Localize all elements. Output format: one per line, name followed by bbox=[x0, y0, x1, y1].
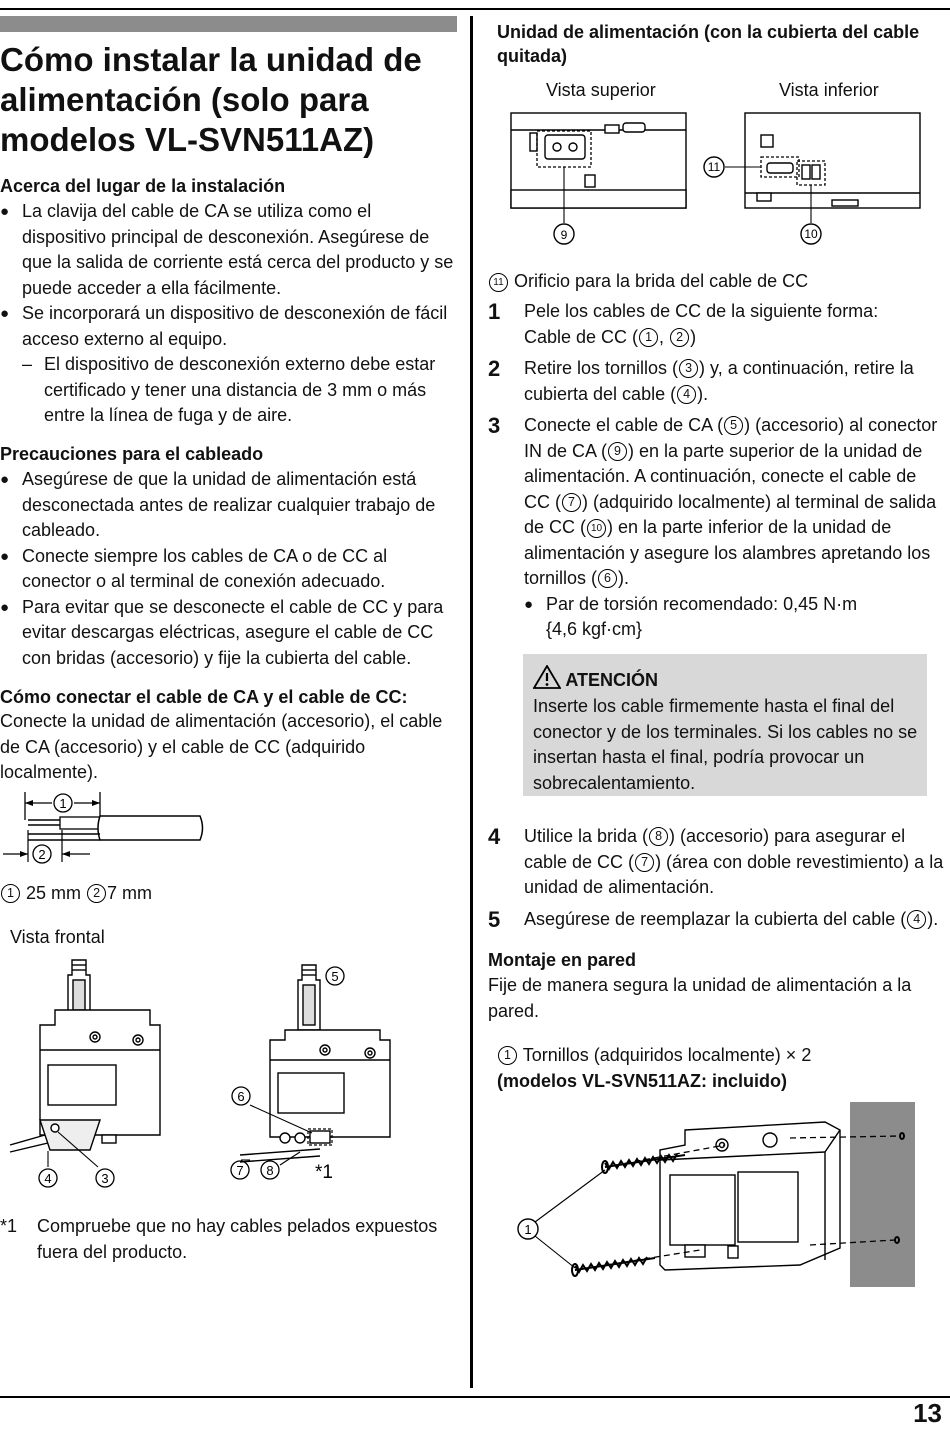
footnote bbox=[0, 1214, 455, 1265]
column-divider bbox=[470, 16, 473, 1388]
step-1: 1 Pele los cables de CC de la siguiente forma: Cable de CC ( 1 , 2 ) bbox=[488, 299, 879, 347]
screws-legend: 1 Tornillos (adquiridos localmente) × 2 bbox=[497, 1043, 811, 1069]
svg-text:11: 11 bbox=[707, 160, 721, 174]
top-rule bbox=[0, 8, 950, 10]
caution-title-text: ATENCIÓN bbox=[565, 670, 659, 690]
hole-legend-text: Orificio para la brida del cable de CC bbox=[514, 271, 809, 291]
front-view-illustration bbox=[0, 955, 465, 1195]
wiring-heading: Precauciones para el cableado bbox=[0, 444, 264, 464]
step-2-text-a: Retire los tornillos ( bbox=[524, 358, 679, 378]
svg-text:10: 10 bbox=[804, 227, 818, 241]
step-3-text-d: ) (adquirido localmente) al terminal de salida de CC ( bbox=[524, 491, 937, 537]
installation-bullet-2: ● Se incorporará un dispositivo de desconexión de fácil acceso externo al equipo. bbox=[0, 301, 455, 352]
svg-text:9: 9 bbox=[560, 228, 568, 242]
header-bar bbox=[0, 16, 457, 32]
power-unit-heading-text: Unidad de alimentación (con la cubierta del cable quitada) bbox=[497, 22, 920, 66]
wall-mount-illustration bbox=[510, 1100, 925, 1290]
page-number: 13 bbox=[913, 1398, 942, 1428]
wiring-bullet-3: ● Para evitar que se desconecte el cable de CC y para evitar descargas eléctricas, asegure el cable de CC con bridas (accesorio) y fije la cubierta del cable. bbox=[0, 595, 455, 672]
connect-heading: Cómo conectar el cable de CA y el cable de CC: bbox=[0, 687, 408, 707]
step-4-text-a: Utilice la brida ( bbox=[524, 826, 649, 846]
svg-text:6: 6 bbox=[237, 1089, 245, 1104]
wiring-section bbox=[0, 442, 455, 671]
svg-text:3: 3 bbox=[101, 1171, 109, 1186]
stripped-wire-diagram bbox=[0, 790, 215, 865]
step-3-text-a: Conecte el cable de CA ( bbox=[524, 415, 724, 435]
connect-section bbox=[0, 685, 455, 786]
wall-mount-heading: Montaje en pared bbox=[488, 950, 637, 970]
footnote-mark: *1 bbox=[0, 1216, 18, 1236]
step-2-text-b: ) y, a continuación, retire la cubierta del cable ( bbox=[524, 358, 914, 404]
caution-text: Inserte los cable firmemente hasta el final del conector y de los terminales. Si los cables no se insertan hasta el final, podría provocar un sobrecalentamiento. bbox=[533, 696, 918, 793]
step-5-text: Asegúrese de reemplazar la cubierta del cable ( bbox=[524, 908, 907, 929]
step-4: 4 Utilice la brida ( 8 ) (accesorio) para asegurar el cable de CC ( 7 ) (área con doble revestimiento) a la unidad de alimentación. bbox=[488, 824, 944, 897]
wall-mount-section bbox=[488, 948, 938, 1024]
wiring-bullet-2: ● Conecte siempre los cables de CA o de CC al conector o al terminal de conexión adecuado. bbox=[0, 544, 455, 595]
footnote-marker-in-figure: *1 bbox=[315, 1162, 333, 1183]
svg-text:8: 8 bbox=[266, 1163, 274, 1178]
screws-text: Tornillos (adquiridos localmente) × 2 bbox=[522, 1045, 812, 1065]
footnote-text: Compruebe que no hay cables pelados expuestos fuera del producto. bbox=[37, 1216, 438, 1262]
power-unit-heading bbox=[497, 20, 937, 68]
caution-title bbox=[533, 662, 658, 691]
svg-text:7: 7 bbox=[236, 1163, 244, 1178]
connect-text: Conecte la unidad de alimentación (accesorio), el cable de CA (accesorio) y el cable de CC (adquirido localmente). bbox=[0, 711, 443, 782]
step-3-text-c: ) en la parte superior de la unidad de alimentación. A continuación, conecte el cable de CC ( bbox=[524, 440, 923, 512]
step-4-text-b: ) (accesorio) para asegurar el cable de CC ( bbox=[524, 826, 906, 872]
step-5: 5 Asegúrese de reemplazar la cubierta del cable ( 4 ). bbox=[488, 906, 939, 932]
wall-mount-text: Fije de manera segura la unidad de alimentación a la pared. bbox=[488, 975, 912, 1021]
step-3-text-b: ) (accesorio) al conector IN de CA ( bbox=[524, 415, 938, 461]
bottom-view-label: Vista inferior bbox=[779, 80, 879, 100]
wiring-bullet-1: ● Asegúrese de que la unidad de alimentación está desconectada antes de realizar cualquier trabajo de cableado. bbox=[0, 467, 455, 544]
svg-text:2: 2 bbox=[38, 847, 46, 862]
bottom-rule bbox=[0, 1396, 950, 1398]
svg-text:1: 1 bbox=[59, 796, 67, 811]
dimension-2-value: 7 mm bbox=[107, 883, 153, 903]
steps-list-2 bbox=[488, 824, 944, 932]
top-view-label: Vista superior bbox=[546, 80, 656, 100]
installation-heading: Acerca del lugar de la instalación bbox=[0, 176, 286, 196]
page-title: Cómo instalar la unidad de alimentación (solo para modelos VL-SVN511AZ) bbox=[0, 41, 422, 158]
power-unit-top-bottom-views bbox=[505, 105, 930, 255]
step-1-text: Pele los cables de CC de la siguiente forma: bbox=[524, 301, 879, 321]
steps-list-1 bbox=[488, 299, 944, 643]
step-2: 2 Retire los tornillos ( 3 ) y, a continuación, retire la cubierta del cable ( 4 ). bbox=[488, 356, 914, 404]
svg-text:4: 4 bbox=[44, 1171, 52, 1186]
warning-icon bbox=[533, 665, 561, 689]
caution-box bbox=[523, 654, 927, 796]
installation-section bbox=[0, 174, 455, 429]
step-1-cable: Cable de CC ( bbox=[524, 326, 639, 347]
step-3: 3 Conecte el cable de CA ( 5 ) (accesorio) al conector IN de CA ( 9 ) en la parte superior de la unidad de alimentación. A continuación, conecte el cable de CC ( 7 ) (adquirido localmente) al terminal de salida de CC ( 10 ) en la parte inferior de la unidad de alimentación y asegure los alambres apretando los tornillos ( 6 ). bbox=[488, 413, 938, 588]
installation-bullet-1: ● La clavija del cable de CA se utiliza como el dispositivo principal de desconexión. Asegúrese de que la salida de corriente está cerca del producto y se puede acceder a ella fácilmente. bbox=[0, 199, 455, 301]
hole-legend: 11 Orificio para la brida del cable de CC bbox=[488, 269, 808, 295]
front-view-label: Vista frontal bbox=[10, 927, 105, 947]
dimension-1-value: 25 mm bbox=[26, 883, 82, 903]
screws-included: (modelos VL-SVN511AZ: incluido) bbox=[497, 1071, 788, 1091]
step-3-text-e: ) en la parte inferior de la unidad de alimentación y asegure los alambres apretando los tornillos ( bbox=[524, 517, 931, 588]
installation-dash-1: – El dispositivo de desconexión externo debe estar certificado y tener una distancia de 3 mm o más entre la línea de fuga y de aire. bbox=[0, 352, 455, 429]
step-4-text-c: ) (área con doble revestimiento) a la unidad de alimentación. bbox=[524, 851, 944, 897]
torque-note: ● Par de torsión recomendado: 0,45 N·m {4,6 kgf·cm} bbox=[488, 592, 886, 643]
svg-text:1: 1 bbox=[524, 1222, 532, 1237]
svg-text:5: 5 bbox=[331, 969, 339, 984]
dimension-legend: 1 25 mm 2 7 mm bbox=[0, 881, 152, 907]
